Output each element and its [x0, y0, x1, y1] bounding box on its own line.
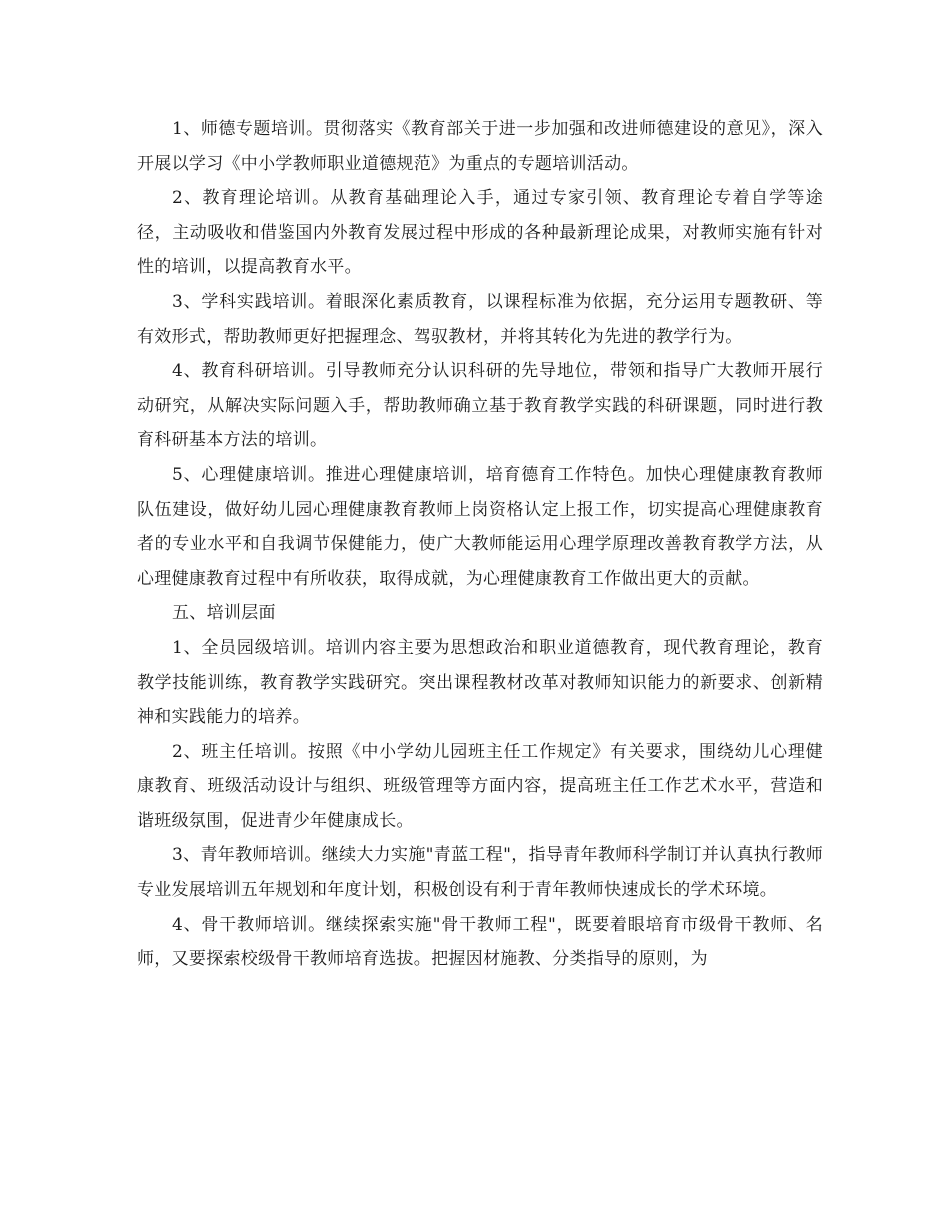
paragraph-backbone-teacher-training: 4、骨干教师培训。继续探索实施"骨干教师工程"，既要着眼培育市级骨干教师、名师，又要探索校级骨干教师培育选拔。把握因材施教、分类指导的原则，为 — [137, 914, 823, 970]
paragraph-all-staff-training: 1、全员园级培训。培训内容主要为思想政治和职业道德教育，现代教育理论，教育教学技能训练，教育教学实践研究。突出课程教材改革对教师知识能力的新要求、创新精神和实践能力的培养。 — [137, 637, 823, 728]
paragraph-education-research-training: 4、教育科研培训。引导教师充分认识科研的先导地位，带领和指导广大教师开展行动研究，从解决实际问题入手，帮助教师确立基于教育教学实践的科研课题，同时进行教育科研基本方法的培训。 — [137, 361, 823, 451]
paragraph-subject-practice-training: 3、学科实践培训。着眼深化素质教育，以课程标准为依据，充分运用专题教研、等有效形式，帮助教师更好把握理念、驾驭教材，并将其转化为先进的教学行为。 — [137, 291, 823, 347]
paragraph-young-teacher-training: 3、青年教师培训。继续大力实施"青蓝工程"，指导青年教师科学制订并认真执行教师专业发展培训五年规划和年度计划，积极创设有利于青年教师快速成长的学术环境。 — [137, 845, 823, 901]
paragraph-class-teacher-training: 2、班主任培训。按照《中小学幼儿园班主任工作规定》有关要求，围绕幼儿心理健康教育、班级活动设计与组织、班级管理等方面内容，提高班主任工作艺术水平，营造和谐班级氛围，促进青少年健康成长。 — [137, 741, 823, 831]
paragraph-mental-health-training: 5、心理健康培训。推进心理健康培训，培育德育工作特色。加快心理健康教育教师队伍建设，做好幼儿园心理健康教育教师上岗资格认定上报工作，切实提高心理健康教育者的专业水平和自我调节保健能力，使广大教师能运用心理学原理改善教育教学方法，从心理健康教育过程中有所收获，取得成就，为心理健康教育工作做出更大的贡献。 — [137, 464, 823, 589]
section-heading-training-levels: 五、培训层面 — [172, 603, 276, 624]
document-body — [137, 112, 823, 977]
paragraph-teacher-ethics-training: 1、师德专题培训。贯彻落实《教育部关于进一步加强和改进师德建设的意见》，深入开展以学习《中小学教师职业道德规范》为重点的专题培训活动。 — [137, 119, 823, 174]
paragraph-education-theory-training: 2、教育理论培训。从教育基础理论入手，通过专家引领、教育理论专着自学等途径，主动吸收和借鉴国内外教育发展过程中形成的各种最新理论成果，对教师实施有针对性的培训，以提高教育水平。 — [137, 188, 823, 278]
